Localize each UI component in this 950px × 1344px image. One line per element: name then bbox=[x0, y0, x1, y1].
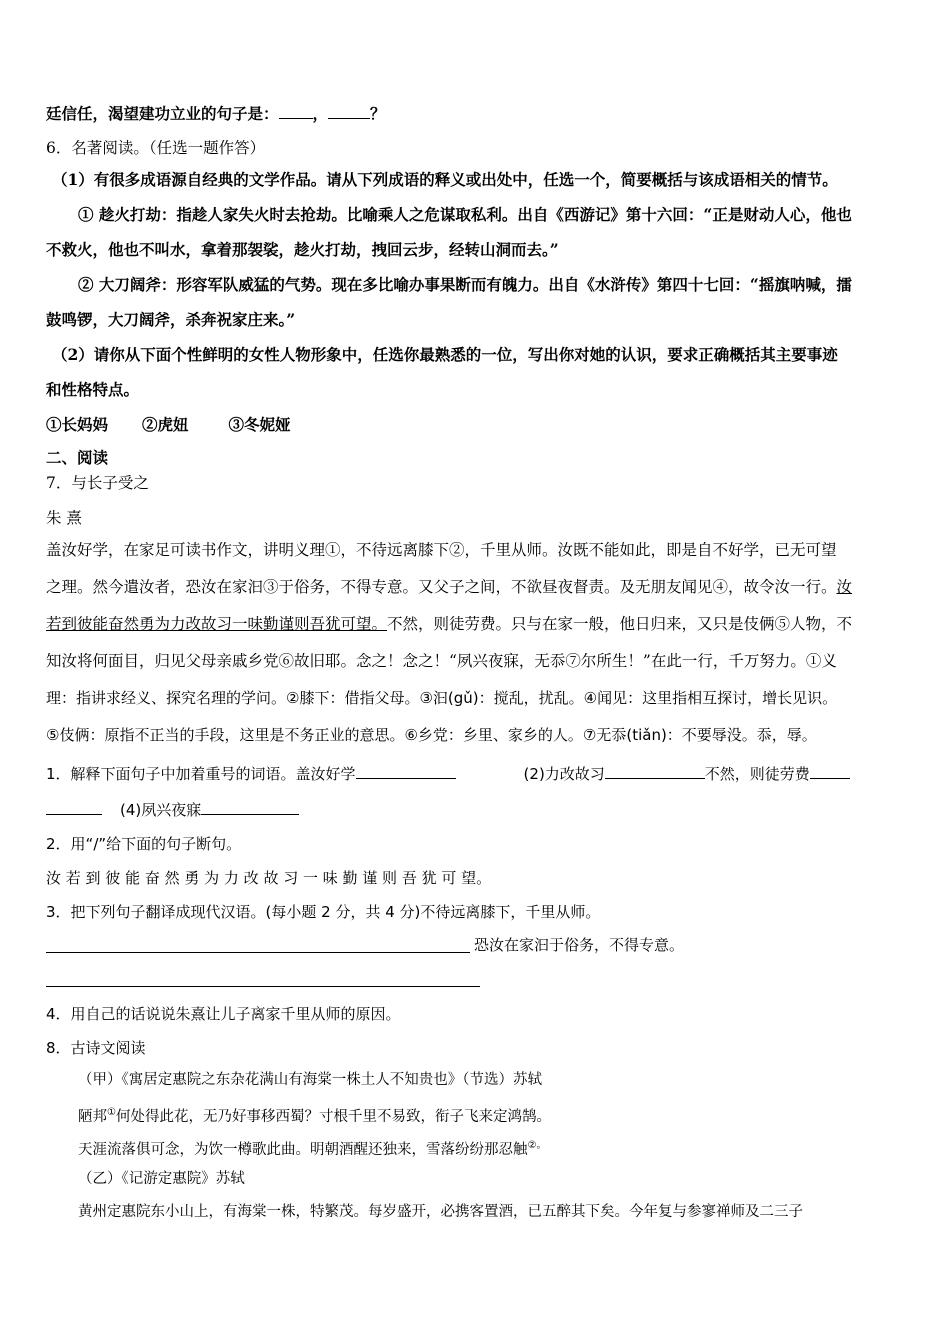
sub1-item3: 不然，则徒劳费 bbox=[704, 765, 810, 783]
q6-title: 6．名著阅读。（任选一题作答） bbox=[46, 139, 266, 157]
footnote-mark: ① bbox=[107, 1107, 116, 1118]
answer-blank[interactable] bbox=[605, 762, 705, 779]
answer-blank[interactable] bbox=[201, 798, 299, 815]
passage-line-1: 盖汝好学，在家足可读书作文，讲明义理①，不待远离膝下②，千里从师。汝既不能如此，即是自不好学，已无可望 bbox=[46, 541, 837, 559]
q7-sub2: 2．用“/”给下面的句子断句。 bbox=[46, 835, 242, 853]
answer-blank[interactable] bbox=[356, 762, 456, 779]
q6-part2-line1: （2）请你从下面个性鲜明的女性人物形象中，任选你最熟悉的一位，写出你对她的认识，要求正确概括其主要事迹 bbox=[52, 345, 838, 364]
q5-answer-line bbox=[46, 102, 386, 124]
q7-sub3: 3．把下列句子翻译成现代汉语。(每小题 2 分，共 4 分)不待远离膝下，千里从师。 bbox=[46, 903, 601, 921]
poem-line-1 bbox=[78, 1103, 551, 1127]
passage-line-3-text: 不然，则徒劳费。只与在家一般，他日归来，又只是伎俩⑤人物，不 bbox=[387, 615, 853, 633]
option-hu-niu: ②虎妞 bbox=[142, 415, 189, 434]
underlined-sentence: 若到彼能奋然勇为力改故习一味勤谨则吾犹可望。 bbox=[46, 615, 388, 633]
option-dong-niya: ③冬妮娅 bbox=[228, 415, 291, 434]
q7-title: 7．与长子受之 bbox=[46, 474, 149, 492]
option-chang-mama: ①长妈妈 bbox=[46, 415, 109, 434]
q7-sub2-sentence: 汝 若 到 彼 能 奋 然 勇 为 力 改 故 习 一 味 勤 谨 则 吾 犹 可 望。 bbox=[46, 869, 492, 887]
answer-blank[interactable] bbox=[279, 102, 313, 119]
answer-line[interactable] bbox=[46, 952, 470, 953]
q5-text: 廷信任，渴望建功立业的句子是： bbox=[46, 104, 279, 123]
passage-line-3 bbox=[46, 614, 852, 634]
q5-sep: ， bbox=[312, 104, 329, 123]
sub1-text: 1．解释下面句子中加着重号的词语。盖汝好学 bbox=[46, 765, 356, 783]
idiom1-line2: 不救火，他也不叫水，拿着那袈裟，趁火打劫，拽回云步，经转山洞而去。” bbox=[46, 240, 559, 259]
poem-jia-title: （甲）《寓居定惠院之东杂花满山有海棠一株土人不知贵也》（节选）苏轼 bbox=[78, 1072, 542, 1088]
answer-blank[interactable] bbox=[810, 762, 850, 779]
q6-part1-title: （1）有很多成语源自经典的文学作品。请从下列成语的释义或出处中，任选一个，简要概括与该成语相关的情节。 bbox=[52, 170, 838, 189]
sub1-item2: (2)力改故习 bbox=[523, 765, 605, 783]
underlined-sentence-start: 汝 bbox=[836, 578, 853, 596]
character-options bbox=[46, 415, 291, 435]
answer-line[interactable] bbox=[46, 986, 480, 987]
q7-author: 朱 熹 bbox=[46, 509, 82, 527]
q8-title: 8．古诗文阅读 bbox=[46, 1039, 146, 1057]
answer-blank[interactable] bbox=[46, 798, 102, 815]
passage-line-2 bbox=[46, 577, 852, 597]
poem-line-2 bbox=[78, 1136, 546, 1160]
q6-part2-line2: 和性格特点。 bbox=[46, 380, 140, 399]
annotation-line-1: 理：指讲求经义、探究名理的学问。②膝下：借指父母。③汩(gǔ)：搅乱，扰乱。④闻见：这里指相互探讨，增长见识。 bbox=[46, 689, 838, 707]
idiom2-line1: ② 大刀阔斧：形容军队威猛的气势。现在多比喻办事果断而有魄力。出自《水浒传》第四十七回：“摇旗呐喊，擂 bbox=[78, 275, 852, 294]
q7-sub3-sentence2: 恐汝在家汩于俗务，不得专意。 bbox=[474, 936, 685, 954]
poem-line-1a: 陋邦 bbox=[78, 1108, 107, 1125]
passage-line-2-text: 之理。然今遣汝者，恐汝在家汩③于俗务，不得专意。又父子之间，不欲昼夜督责。及无朋友闻见④，故令汝一行。 bbox=[46, 578, 837, 596]
footnote-mark: ②。 bbox=[527, 1140, 547, 1151]
q7-sub1 bbox=[46, 762, 850, 784]
idiom2-line2: 鼓鸣锣，大刀阔斧，杀奔祝家庄来。” bbox=[46, 310, 296, 329]
prose-yi-title: （乙）《记游定惠院》苏轼 bbox=[78, 1171, 245, 1187]
section-reading-heading: 二、阅读 bbox=[46, 448, 109, 467]
q5-end: ？ bbox=[370, 104, 386, 123]
passage-line-4: 知汝将何面目，归见父母亲戚乡党⑥故旧耶。念之！念之！“夙兴夜寐，无忝⑦尔所生！”在此一行，千万努力。①义 bbox=[46, 652, 837, 670]
prose-line-1: 黄州定惠院东小山上，有海棠一株，特繁茂。每岁盛开，必携客置酒，已五醉其下矣。今年复与参寥禅师及二三子 bbox=[78, 1204, 803, 1220]
poem-line-1b: 何处得此花，无乃好事移西蜀？寸根千里不易致，衔子飞来定鸿鹄。 bbox=[115, 1108, 551, 1125]
poem-line-2-text: 天涯流落俱可念，为饮一樽歌此曲。明朝酒醒还独来，雪落纷纷那忍触 bbox=[78, 1141, 528, 1158]
annotation-line-2: ⑤伎俩：原指不正当的手段，这里是不务正业的意思。⑥乡党：乡里、家乡的人。⑦无忝(tiǎn)：不要辱没。忝，辱。 bbox=[46, 726, 817, 744]
answer-blank[interactable] bbox=[328, 102, 370, 119]
idiom1-line1: ① 趁火打劫：指趁人家失火时去抢劫。比喻乘人之危谋取私利。出自《西游记》第十六回：“正是财动人心，他也 bbox=[78, 205, 852, 224]
q7-sub4: 4．用自己的话说说朱熹让儿子离家千里从师的原因。 bbox=[46, 1005, 401, 1023]
sub1-item4: (4)夙兴夜寐 bbox=[120, 801, 202, 819]
q7-sub1-cont bbox=[46, 798, 299, 820]
